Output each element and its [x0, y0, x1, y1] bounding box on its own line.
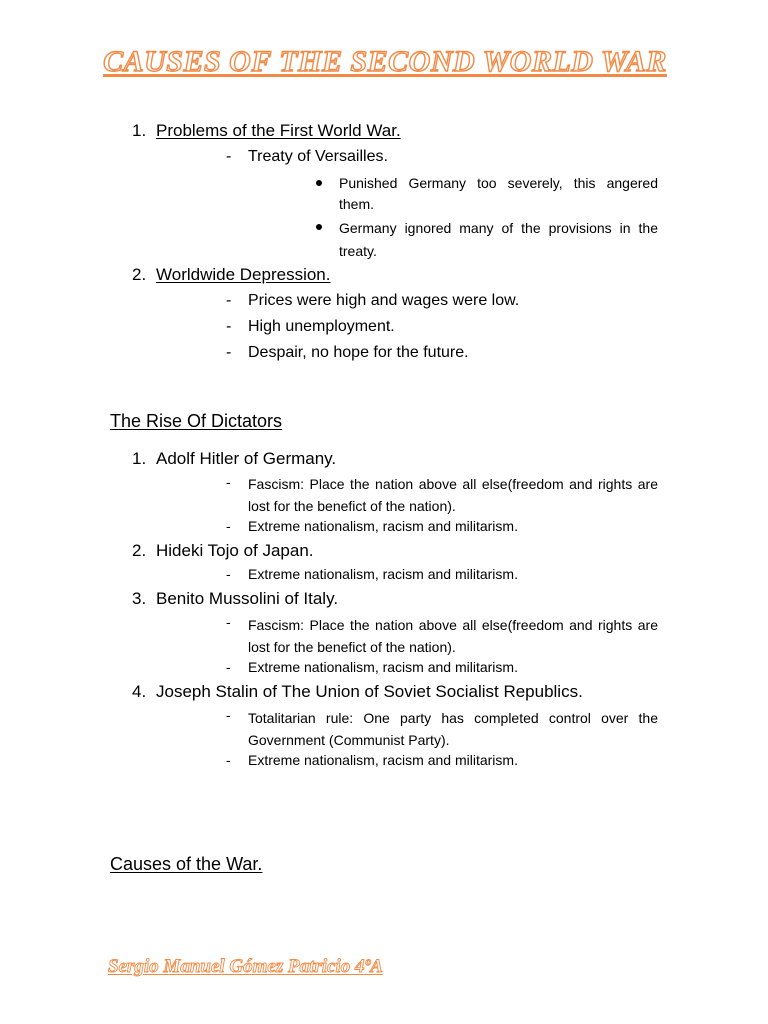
section-title-causes-of-the-war: Causes of the War.: [110, 854, 263, 874]
dash-marker: -: [226, 659, 231, 675]
list-number: 1.: [132, 449, 147, 468]
list-number: 3.: [132, 589, 147, 608]
dash-marker: -: [226, 292, 232, 309]
bullet-text: Germany ignored many of the provisions in the treaty.: [339, 220, 658, 259]
heading-worldwide-depression: Worldwide Depression.: [156, 265, 331, 284]
dictator-name: Hideki Tojo of Japan.: [156, 541, 314, 560]
author-footer: Sergio Manuel Gómez Patricio 4ºA: [108, 956, 383, 977]
depression-item: High unemployment.: [248, 318, 395, 335]
dictator-detail: Extreme nationalism, racism and militarism.: [248, 659, 518, 675]
dash-marker: -: [226, 474, 231, 490]
dash-marker: -: [226, 318, 232, 335]
dictator-name: Benito Mussolini of Italy.: [156, 589, 339, 608]
dictator-name: Adolf Hitler of Germany.: [156, 449, 337, 468]
dictator-detail: Totalitarian rule: One party has completed control over the Government (Communist Party).: [248, 710, 658, 748]
dictator-detail: Extreme nationalism, racism and militarism.: [248, 566, 518, 582]
list-number: 2.: [132, 265, 147, 284]
treaty-of-versailles: Treaty of Versailles.: [248, 148, 388, 165]
dash-marker: -: [226, 566, 231, 582]
dictator-detail: Extreme nationalism, racism and militarism.: [248, 518, 518, 534]
list-number: 4.: [132, 682, 147, 701]
dictator-name: Joseph Stalin of The Union of Soviet Socialist Republics.: [156, 682, 583, 701]
dictator-detail: Extreme nationalism, racism and militarism.: [248, 752, 518, 768]
dash-marker: -: [226, 707, 231, 723]
dash-marker: -: [226, 344, 232, 361]
section-title-rise-of-dictators: The Rise Of Dictators: [110, 411, 283, 431]
depression-item: Prices were high and wages were low.: [248, 292, 520, 309]
document-title: CAUSES OF THE SECOND WORLD WAR: [103, 45, 667, 78]
dash-marker: -: [226, 752, 231, 768]
dictator-detail: Fascism: Place the nation above all else(freedom and rights are lost for the benefict of the nation).: [248, 476, 658, 514]
dictator-detail: Fascism: Place the nation above all else(freedom and rights are lost for the benefict of the nation).: [248, 617, 658, 655]
depression-item: Despair, no hope for the future.: [248, 344, 469, 361]
bullet-icon: [316, 180, 322, 186]
dash-marker: -: [226, 518, 231, 534]
dash-marker: -: [226, 614, 231, 630]
heading-problems-first-world-war: Problems of the First World War.: [156, 121, 401, 140]
dash-marker: -: [226, 148, 232, 165]
bullet-icon: [316, 224, 322, 230]
list-number: 1.: [132, 121, 147, 140]
bullet-text: Punished Germany too severely, this angered them.: [339, 175, 658, 212]
list-number: 2.: [132, 541, 147, 560]
